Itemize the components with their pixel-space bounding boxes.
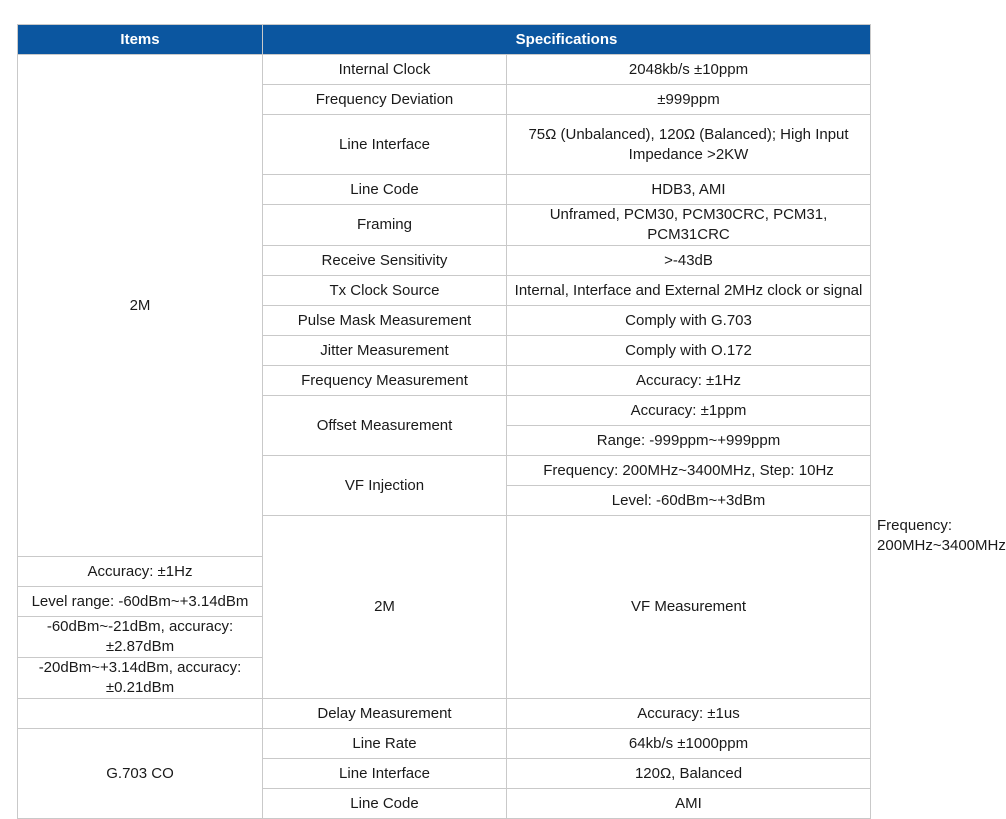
group-label-2m-vf: 2M bbox=[263, 516, 507, 699]
spec-value: -20dBm~+3.14dBm, accuracy: ±0.21dBm bbox=[18, 658, 263, 699]
spec-value: Level range: -60dBm~+3.14dBm bbox=[18, 587, 263, 617]
spec-label: Tx Clock Source bbox=[263, 276, 507, 306]
spec-value: Accuracy: ±1Hz bbox=[507, 366, 871, 396]
spec-label: Frequency Deviation bbox=[263, 85, 507, 115]
spec-value: Unframed, PCM30, PCM30CRC, PCM31, PCM31CRC bbox=[507, 205, 871, 246]
spec-label: Line Interface bbox=[263, 115, 507, 175]
spec-value: 120Ω, Balanced bbox=[507, 759, 871, 789]
spec-label: VF Measurement bbox=[507, 516, 871, 699]
spec-label: Framing bbox=[263, 205, 507, 246]
table-row: 2M VF Measurement Frequency: 200MHz~3400MHz bbox=[18, 516, 871, 557]
spec-label: Internal Clock bbox=[263, 55, 507, 85]
header-specifications: Specifications bbox=[263, 25, 871, 55]
spec-value: Level: -60dBm~+3dBm bbox=[507, 486, 871, 516]
table-row bbox=[18, 729, 871, 759]
spec-value: ±999ppm bbox=[507, 85, 871, 115]
tx-clock-source-value: Internal, Interface and External 2MHz clock or signal bbox=[514, 281, 863, 299]
spec-label: Frequency Measurement bbox=[263, 366, 507, 396]
spec-label: VF Injection bbox=[263, 456, 507, 516]
spec-value: Accuracy: ±1Hz bbox=[18, 557, 263, 587]
spec-label: Line Code bbox=[263, 789, 507, 819]
spec-value: Accuracy: ±1us bbox=[507, 699, 871, 729]
group-label-g703-co: G.703 CO bbox=[18, 729, 263, 819]
spec-value-clipped bbox=[507, 276, 871, 306]
spec-label: Line Rate bbox=[263, 729, 507, 759]
table-row bbox=[18, 699, 871, 729]
spec-label: Pulse Mask Measurement bbox=[263, 306, 507, 336]
spec-label: Delay Measurement bbox=[263, 699, 507, 729]
spec-value: 2048kb/s ±10ppm bbox=[507, 55, 871, 85]
group-label-empty bbox=[18, 699, 263, 729]
spec-value: Range: -999ppm~+999ppm bbox=[507, 426, 871, 456]
spec-value: AMI bbox=[507, 789, 871, 819]
specifications-table bbox=[17, 24, 1006, 819]
table-header-row bbox=[18, 25, 871, 55]
header-items: Items bbox=[18, 25, 263, 55]
spec-label: Jitter Measurement bbox=[263, 336, 507, 366]
spec-label: Offset Measurement bbox=[263, 396, 507, 456]
spec-value: Comply with G.703 bbox=[507, 306, 871, 336]
spec-value: HDB3, AMI bbox=[507, 175, 871, 205]
spec-value: Comply with O.172 bbox=[507, 336, 871, 366]
spec-value: Frequency: 200MHz~3400MHz, Step: 10Hz bbox=[507, 456, 871, 486]
group-label-2m: 2M bbox=[18, 55, 263, 557]
spec-label: Line Interface bbox=[263, 759, 507, 789]
spec-label: Line Code bbox=[263, 175, 507, 205]
spec-value: 64kb/s ±1000ppm bbox=[507, 729, 871, 759]
spec-label: Receive Sensitivity bbox=[263, 246, 507, 276]
spec-value: 75Ω (Unbalanced), 120Ω (Balanced); High Input Impedance >2KW bbox=[507, 115, 871, 175]
spec-value: Accuracy: ±1ppm bbox=[507, 396, 871, 426]
spec-value: >-43dB bbox=[507, 246, 871, 276]
spec-value: -60dBm~-21dBm, accuracy: ±2.87dBm bbox=[18, 617, 263, 658]
table-row bbox=[18, 55, 871, 85]
